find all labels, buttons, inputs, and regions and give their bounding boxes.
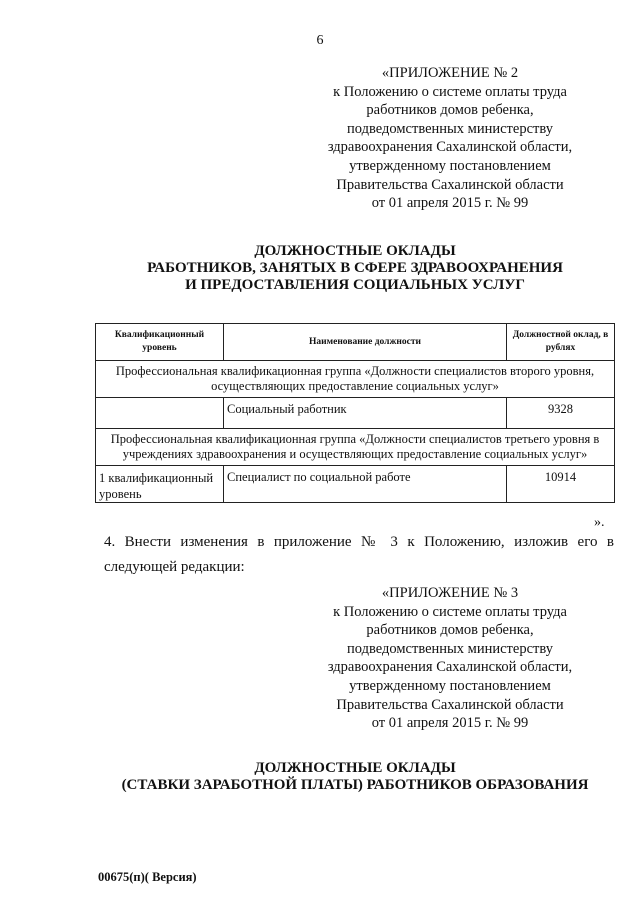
group-title: Профессиональная квалификационная группа «Должности специалистов второго уровня, осуществляющих предоставление социальных услуг» bbox=[96, 361, 615, 398]
annex-3-line: Правительства Сахалинской области bbox=[336, 696, 564, 713]
heading-line: (СТАВКИ ЗАРАБОТНОЙ ПЛАТЫ) РАБОТНИКОВ ОБРАЗОВАНИЯ bbox=[121, 777, 589, 793]
qualification-level-cell: 1 квалификационный уровень bbox=[96, 466, 224, 503]
amendment-paragraph: 4. Внести изменения в приложение № 3 к Положению, изложив его в bbox=[104, 534, 614, 550]
table-header-row bbox=[96, 324, 615, 361]
section-heading-health bbox=[0, 243, 640, 294]
annex-3-line: от 01 апреля 2015 г. № 99 bbox=[371, 715, 529, 732]
heading-line: ДОЛЖНОСТНЫЕ ОКЛАДЫ bbox=[254, 760, 456, 776]
column-header-salary: Должностной оклад, в рублях bbox=[507, 324, 615, 361]
heading-line: РАБОТНИКОВ, ЗАНЯТЫХ В СФЕРЕ ЗДРАВООХРАНЕНИЯ bbox=[147, 260, 563, 276]
annex-3-line: «ПРИЛОЖЕНИЕ № 3 bbox=[381, 585, 519, 601]
table-group-row bbox=[96, 361, 615, 398]
annex-2-line: здравоохранения Сахалинской области, bbox=[327, 139, 573, 156]
annex-2-line: утвержденному постановлением bbox=[349, 157, 551, 174]
salary-cell: 10914 bbox=[507, 466, 615, 503]
annex-3-line: здравоохранения Сахалинской области, bbox=[327, 659, 573, 676]
document-footer-code: 00675(п)( Версия) bbox=[98, 870, 197, 884]
annex-2-line: от 01 апреля 2015 г. № 99 bbox=[371, 195, 529, 212]
annex-3-line: к Положению о системе оплаты труда bbox=[333, 603, 567, 620]
annex-2-line: «ПРИЛОЖЕНИЕ № 2 bbox=[381, 65, 519, 81]
group-title: Профессиональная квалификационная группа «Должности специалистов третьего уровня в учреждениях здравоохранения и осуществляющих предоставление социальных услуг» bbox=[96, 429, 615, 466]
annex-3-header bbox=[300, 584, 600, 733]
annex-3-line: работников домов ребенка, bbox=[366, 622, 534, 639]
table-group-row bbox=[96, 429, 615, 466]
annex-2-line: работников домов ребенка, bbox=[366, 102, 534, 119]
table-row bbox=[96, 398, 615, 429]
annex-2-line: к Положению о системе оплаты труда bbox=[333, 83, 567, 100]
page-number: 6 bbox=[316, 33, 324, 48]
salary-cell: 9328 bbox=[507, 398, 615, 429]
section-heading-education bbox=[0, 760, 640, 794]
position-name-cell: Социальный работник bbox=[224, 398, 507, 429]
annex-3-line: подведомственных министерству bbox=[347, 640, 553, 657]
qualification-level-cell bbox=[96, 398, 224, 429]
annex-2-header bbox=[300, 64, 600, 213]
column-header-position: Наименование должности bbox=[224, 324, 507, 361]
salary-table bbox=[95, 323, 615, 503]
column-header-level: Квалификационный уровень bbox=[96, 324, 224, 361]
table-row bbox=[96, 466, 615, 503]
heading-line: ДОЛЖНОСТНЫЕ ОКЛАДЫ bbox=[254, 243, 456, 259]
heading-line: И ПРЕДОСТАВЛЕНИЯ СОЦИАЛЬНЫХ УСЛУГ bbox=[185, 277, 525, 293]
annex-3-line: утвержденному постановлением bbox=[349, 677, 551, 694]
position-name-cell: Специалист по социальной работе bbox=[224, 466, 507, 503]
amendment-paragraph-continuation: следующей редакции: bbox=[104, 559, 245, 575]
annex-2-line: подведомственных министерству bbox=[347, 120, 553, 137]
annex-2-line: Правительства Сахалинской области bbox=[336, 176, 564, 193]
quote-end: ». bbox=[594, 515, 605, 530]
